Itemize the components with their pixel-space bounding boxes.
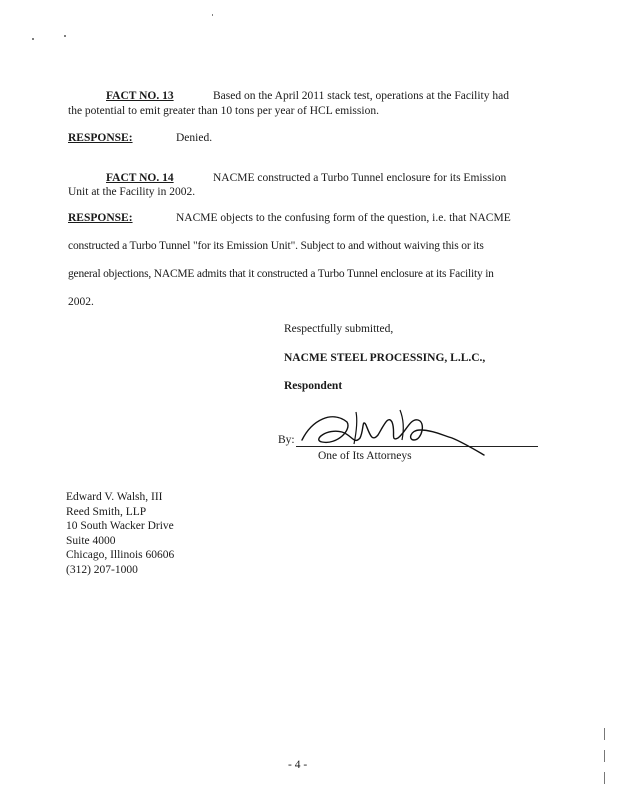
scan-speck bbox=[32, 38, 34, 40]
attorney-suite: Suite 4000 bbox=[66, 534, 116, 547]
attorney-firm: Reed Smith, LLP bbox=[66, 505, 147, 518]
attorney-address-block bbox=[66, 490, 174, 577]
scan-speck bbox=[604, 772, 605, 784]
respondent-company-name: NACME STEEL PROCESSING, L.L.C., bbox=[284, 352, 486, 364]
response-14-label: RESPONSE: bbox=[68, 212, 133, 224]
response-14-text-line-2: constructed a Turbo Tunnel "for its Emission Unit". Subject to and without waiving this or its bbox=[68, 240, 484, 252]
fact-14-text-line-2: Unit at the Facility in 2002. bbox=[68, 186, 196, 198]
response-14-text-line-1: NACME objects to the confusing form of the question, i.e. that NACME bbox=[176, 212, 511, 224]
closing-salutation: Respectfully submitted, bbox=[284, 323, 394, 335]
by-label: By: bbox=[278, 434, 295, 446]
fact-13-text-line-1: Based on the April 2011 stack test, operations at the Facility had bbox=[213, 90, 509, 102]
attorney-city: Chicago, Illinois 60606 bbox=[66, 549, 175, 561]
attorney-phone: (312) 207-1000 bbox=[66, 563, 138, 576]
fact-14-text-line-1: NACME constructed a Turbo Tunnel enclosure for its Emission bbox=[213, 172, 507, 184]
scan-speck bbox=[604, 750, 605, 762]
fact-13-text-line-2: the potential to emit greater than 10 tons per year of HCL emission. bbox=[68, 105, 379, 117]
response-14-text-line-3: general objections, NACME admits that it constructed a Turbo Tunnel enclosure at its Facility in bbox=[68, 268, 494, 280]
scan-speck bbox=[604, 728, 605, 740]
page-number: - 4 - bbox=[288, 759, 308, 771]
attorney-name: Edward V. Walsh, III bbox=[66, 491, 163, 503]
fact-13-label: FACT NO. 13 bbox=[106, 90, 174, 102]
response-13-label: RESPONSE: bbox=[68, 132, 133, 144]
scan-speck bbox=[64, 35, 66, 37]
signature-caption: One of Its Attorneys bbox=[318, 450, 412, 462]
scan-speck bbox=[212, 14, 213, 16]
respondent-role: Respondent bbox=[284, 380, 343, 392]
attorney-street: 10 South Wacker Drive bbox=[66, 520, 174, 532]
response-13-text: Denied. bbox=[176, 132, 213, 144]
response-14-text-line-4: 2002. bbox=[68, 296, 94, 308]
fact-14-label: FACT NO. 14 bbox=[106, 172, 174, 184]
